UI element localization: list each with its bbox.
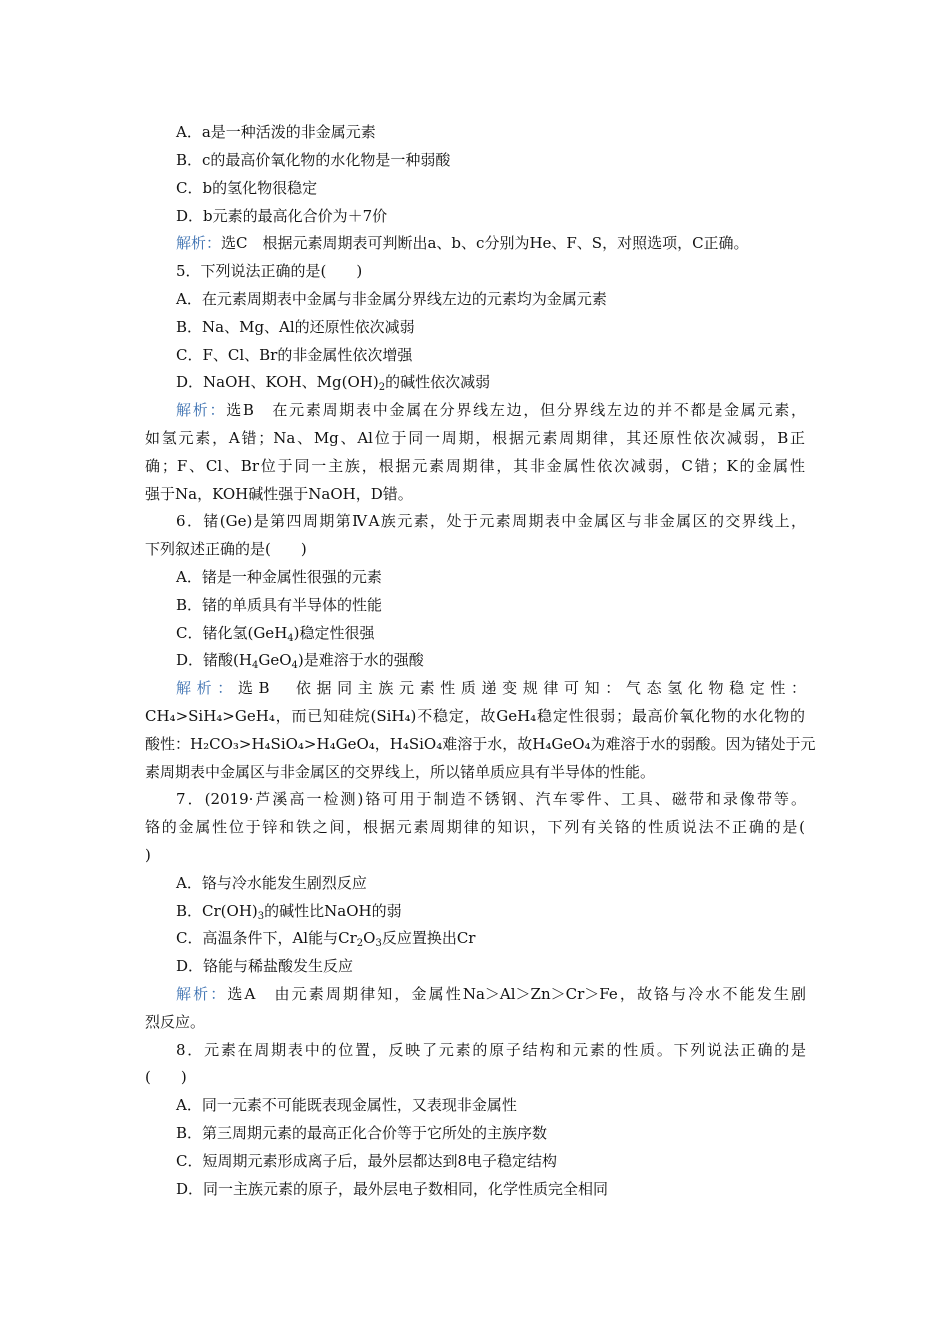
q6-option-d-subscript2: 4: [291, 660, 298, 671]
q5-option-c: C．F、Cl、Br的非金属性依次增强: [176, 346, 413, 364]
q5-option-a: A．在元素周期表中金属与非金属分界线左边的元素均为金属元素: [176, 290, 607, 308]
q6-option-d: [176, 650, 806, 670]
q4-option-a: A．a是一种活泼的非金属元素: [176, 123, 376, 141]
q7-option-b-subscript: 3: [257, 911, 265, 922]
q5-analysis-line4: 强于Na，KOH碱性强于NaOH，D错。: [145, 485, 413, 503]
q6-analysis-line1: [176, 678, 806, 698]
q8-stem-line2: ( ): [145, 1068, 187, 1086]
q6-stem-line2: 下列叙述正确的是( ): [145, 540, 307, 558]
q6-option-d-part2: GeO: [258, 651, 292, 669]
q7-analysis-label: 解析：: [176, 985, 228, 1003]
q7-stem-line3: ): [145, 846, 151, 864]
q7-option-c-part2: O: [363, 929, 376, 947]
q7-option-a: A．铬与冷水能发生剧烈反应: [176, 874, 367, 892]
q6-option-c-part1: C．锗化氢(GeH: [176, 624, 288, 642]
q7-analysis-text: 选A 由元素周期律知，金属性Na＞Al＞Zn＞Cr＞Fe，故铬与冷水不能发生剧: [227, 985, 806, 1003]
q7-option-b: [176, 901, 806, 921]
q5-analysis-line3: 确；F、Cl、Br位于同一主族，根据元素周期律，其非金属性依次减弱，C错；K的金属性: [145, 457, 805, 475]
q5-option-d-part2: 的碱性依次减弱: [385, 373, 491, 391]
q4-option-b: B．c的最高价氧化物的水化物是一种弱酸: [176, 151, 451, 169]
q5-option-b: B．Na、Mg、Al的还原性依次减弱: [176, 318, 415, 336]
q4-analysis-text: 选C 根据元素周期表可判断出a、b、c分别为He、F、S，对照选项，C正确。: [221, 234, 749, 252]
q7-option-c-part3: 反应置换出Cr: [381, 929, 476, 947]
q6-option-d-part1: D．锗酸(H: [176, 651, 252, 669]
q5-option-d: [176, 372, 806, 392]
q6-option-c: [176, 623, 806, 643]
q5-option-d-subscript: 2: [378, 382, 386, 393]
q4-analysis-label: 解析：: [176, 234, 222, 252]
q7-stem-line1: 7．(2019·芦溪高一检测)铬可用于制造不锈钢、汽车零件、工具、磁带和录像带等。: [176, 790, 806, 808]
q8-option-c: C．短周期元素形成离子后，最外层都达到8电子稳定结构: [176, 1152, 558, 1170]
q8-option-a: A．同一元素不可能既表现金属性，又表现非金属性: [176, 1096, 517, 1114]
q7-stem-line2: 铬的金属性位于锌和铁之间，根据元素周期律的知识，下列有关铬的性质说法不正确的是(: [145, 818, 805, 836]
q6-stem-line1: 6．锗(Ge)是第四周期第ⅣA族元素，处于元素周期表中金属区与非金属区的交界线上，: [176, 512, 806, 530]
q7-analysis-line1: [176, 984, 806, 1004]
q6-option-c-part2: )稳定性很强: [293, 624, 375, 642]
q5-analysis-line2: 如氢元素，A错；Na、Mg、Al位于同一周期，根据元素周期律，其还原性依次减弱，B正: [145, 429, 805, 447]
q8-stem-line1: 8．元素在周期表中的位置，反映了元素的原子结构和元素的性质。下列说法正确的是: [176, 1041, 806, 1059]
q7-analysis-line2: 烈反应。: [145, 1013, 206, 1031]
q6-analysis-line2: CH₄>SiH₄>GeH₄，而已知硅烷(SiH₄)不稳定，故GeH₄稳定性很弱；最高价氧化物的水化物的: [145, 707, 805, 725]
q6-option-b: B．锗的单质具有半导体的性能: [176, 596, 383, 614]
q7-option-b-part2: 的碱性比NaOH的弱: [264, 902, 402, 920]
q4-option-d: D．b元素的最高化合价为＋7价: [176, 207, 388, 225]
q6-option-c-subscript: 4: [287, 633, 294, 644]
q4-option-c: C．b的氢化物很稳定: [176, 179, 318, 197]
q5-analysis-label: 解析：: [176, 401, 227, 419]
q6-option-a: A．锗是一种金属性很强的元素: [176, 568, 382, 586]
q6-analysis-text: 选B 依据同主族元素性质递变规律可知：气态氢化物稳定性：: [237, 679, 806, 697]
q5-analysis-text: 选B 在元素周期表中金属在分界线左边，但分界线左边的并不都是金属元素，: [226, 401, 806, 419]
q6-option-d-part3: )是难溶于水的强酸: [297, 651, 424, 669]
q6-option-d-subscript1: 4: [251, 660, 259, 671]
q6-analysis-line4: 素周期表中金属区与非金属区的交界线上，所以锗单质应具有半导体的性能。: [145, 763, 656, 781]
q5-option-d-part1: D．NaOH、KOH、Mg(OH): [176, 373, 379, 391]
q6-analysis-line3: 酸性：H₂CO₃>H₄SiO₄>H₄GeO₄，H₄SiO₄难溶于水，故H₄GeO₄为难溶于水的弱酸。因为锗处于元: [145, 735, 816, 753]
q7-option-c-subscript2: 3: [375, 938, 382, 949]
q5-stem: 5．下列说法正确的是( ): [176, 262, 363, 280]
q7-option-c: [176, 928, 806, 948]
q7-option-b-part1: B．Cr(OH): [176, 902, 258, 920]
q8-option-b: B．第三周期元素的最高正化合价等于它所处的主族序数: [176, 1124, 548, 1142]
q4-analysis: [176, 233, 806, 253]
q7-option-c-part1: C．高温条件下，Al能与Cr: [176, 929, 357, 947]
q7-option-d: D．铬能与稀盐酸发生反应: [176, 957, 354, 975]
q7-option-c-subscript1: 2: [356, 938, 364, 949]
q8-option-d: D．同一主族元素的原子，最外层电子数相同，化学性质完全相同: [176, 1180, 609, 1198]
q5-analysis-line1: [176, 400, 806, 420]
q6-analysis-label: 解析：: [176, 679, 238, 697]
